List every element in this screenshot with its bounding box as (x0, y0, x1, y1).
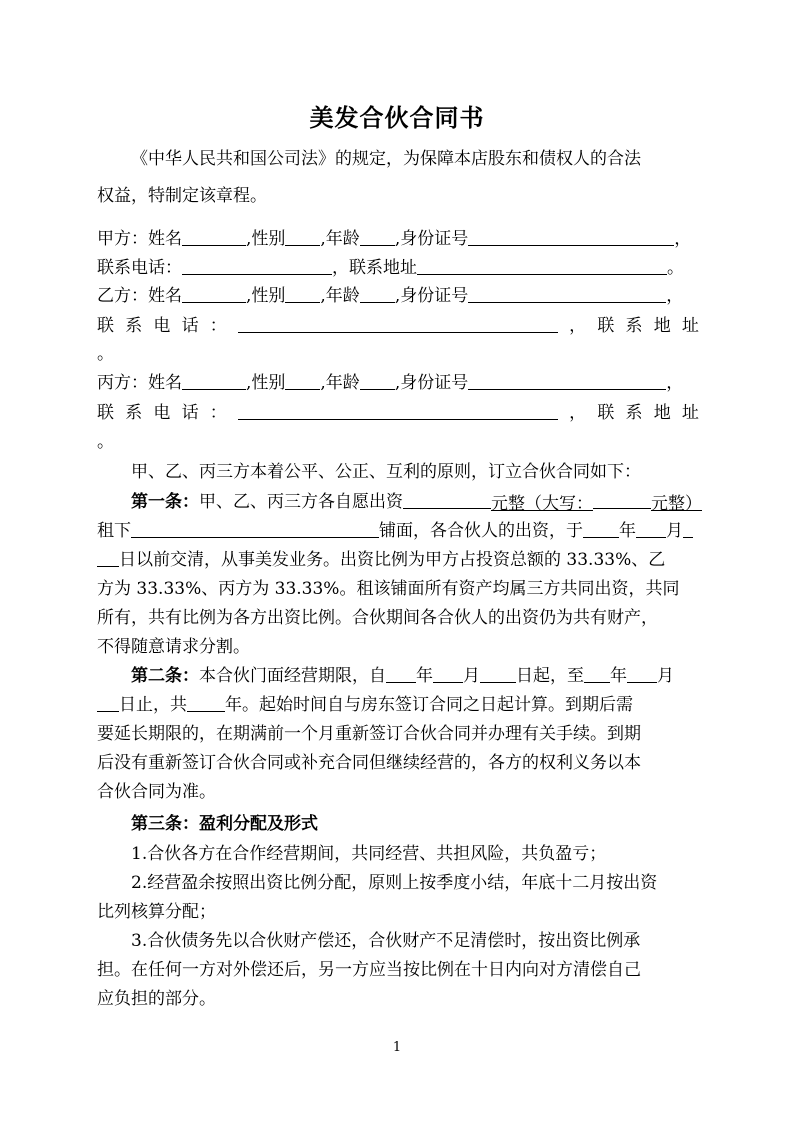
article-3-item-2-line-2: 比列核算分配； (97, 902, 216, 922)
party-c-id-blank[interactable] (468, 371, 666, 390)
party-c-contact-line: 联 系 电 话 ： ， 联 系 地 址 (97, 403, 699, 423)
party-c-name-blank[interactable] (182, 371, 246, 390)
shop-location-blank[interactable] (131, 519, 379, 538)
capital-amount-blank[interactable] (403, 490, 491, 509)
party-a-age-blank[interactable] (360, 227, 395, 246)
term-end-year-blank[interactable] (584, 664, 610, 683)
party-b-id-blank[interactable] (468, 284, 666, 303)
article-3-item-3-line-3: 应负担的部分。 (97, 989, 216, 1009)
payment-day-blank[interactable] (97, 548, 119, 567)
term-end-day-blank[interactable] (97, 693, 119, 712)
party-b-line: 乙方：姓名 ,性别 ,年龄 ,身份证号 ， (97, 286, 684, 306)
article-1-line-3: 日以前交清，从事美发业务。出资比例为甲方占投资总额的 33.33%、乙 (97, 548, 699, 572)
document-title: 美发合伙合同书 (309, 104, 485, 132)
article-2-line-3: 要延长期限的，在期满前一个月重新签订合伙合同并办理有关手续。到期 (97, 724, 641, 744)
article-2-line-5: 合伙合同为准。 (97, 782, 216, 802)
article-3-item-3-line-1: 3.合伙债务先以合伙财产偿还，合伙财产不足清偿时，按出资比例承 (131, 931, 641, 951)
party-a-phone-blank[interactable] (182, 256, 332, 275)
payment-day-blank-a[interactable] (683, 519, 693, 538)
term-years-blank[interactable] (187, 693, 225, 712)
party-a-gender-blank[interactable] (285, 227, 320, 246)
party-b-name-blank[interactable] (182, 284, 246, 303)
party-a-id-blank[interactable] (468, 227, 674, 246)
article-1-line-2: 租下 铺面，各合伙人的出资，于 年 月 (97, 519, 699, 543)
payment-year-blank[interactable] (583, 519, 619, 538)
article-2-line-4: 后没有重新签订合伙合同或补充合同但继续经营的，各方的权利义务以本 (97, 753, 641, 773)
party-a-address-blank[interactable] (417, 256, 667, 275)
term-end-month-blank[interactable] (627, 664, 657, 683)
article-3-item-2-line-1: 2.经营盈余按照出资比例分配，原则上按季度小结，年底十二月按出资 (131, 873, 658, 893)
party-b-contact-line: 联 系 电 话 ： ， 联 系 地 址 (97, 316, 699, 336)
party-b-gender-blank[interactable] (285, 284, 320, 303)
article-1-line-1: 第一条：甲、乙、丙三方各自愿出资 元整（大写： 元整） (131, 492, 702, 514)
party-c-line: 丙方：姓名 ,性别 ,年龄 ,身份证号 ， (97, 373, 684, 393)
article-2-line-1: 第二条：本合伙门面经营期限，自 年 月 日起，至 年 月 (131, 666, 674, 686)
party-a-line: 甲方：姓名 ,性别 ,年龄 ,身份证号 ， (97, 229, 692, 249)
article-2-label: 第二条： (131, 666, 199, 686)
intro-line-1: 《中华人民共和国公司法》的规定，为保障本店股东和债权人的合法 (131, 149, 641, 169)
article-3-item-3-line-2: 担。在任何一方对外偿还后，另一方应当按比例在十日内向对方清偿自己 (97, 960, 641, 980)
intro-line-2: 权益，特制定该章程。 (97, 186, 267, 206)
party-c-gender-blank[interactable] (285, 371, 320, 390)
article-1-line-4: 方为 33.33%、丙方为 33.33%。租该铺面所有资产均属三方共同出资，共同 (97, 579, 680, 599)
article-1-line-6: 不得随意请求分割。 (97, 637, 250, 657)
party-c-contact-end: 。 (97, 432, 114, 452)
page-number: 1 (392, 1040, 402, 1055)
article-3-item-1: 1.合伙各方在合作经营期间，共同经营、共担风险，共负盈亏； (131, 844, 607, 864)
article-3-heading: 第三条：盈利分配及形式 (131, 814, 318, 834)
party-a-contact-line: 联系电话： ，联系地址 。 (97, 258, 684, 278)
term-start-day-blank[interactable] (480, 664, 516, 683)
article-2-line-2: 日止，共 年。起始时间自与房东签订合同之日起计算。到期后需 (97, 693, 699, 717)
capital-amount-words-blank[interactable] (593, 490, 651, 509)
article-1-line-5: 所有，共有比例为各方出资比例。合伙期间各合伙人的出资仍为共有财产， (97, 608, 658, 628)
party-a-name-blank[interactable] (182, 227, 246, 246)
party-c-phone-blank[interactable] (238, 401, 558, 420)
term-start-year-blank[interactable] (386, 664, 416, 683)
preamble: 甲、乙、丙三方本着公平、公正、互利的原则，订立合伙合同如下： (131, 462, 641, 482)
party-c-age-blank[interactable] (360, 371, 395, 390)
party-b-contact-end: 。 (97, 344, 114, 364)
payment-month-blank[interactable] (636, 519, 666, 538)
article-1-label: 第一条： (131, 492, 199, 512)
party-b-phone-blank[interactable] (238, 314, 558, 333)
term-start-month-blank[interactable] (433, 664, 463, 683)
party-b-age-blank[interactable] (360, 284, 395, 303)
